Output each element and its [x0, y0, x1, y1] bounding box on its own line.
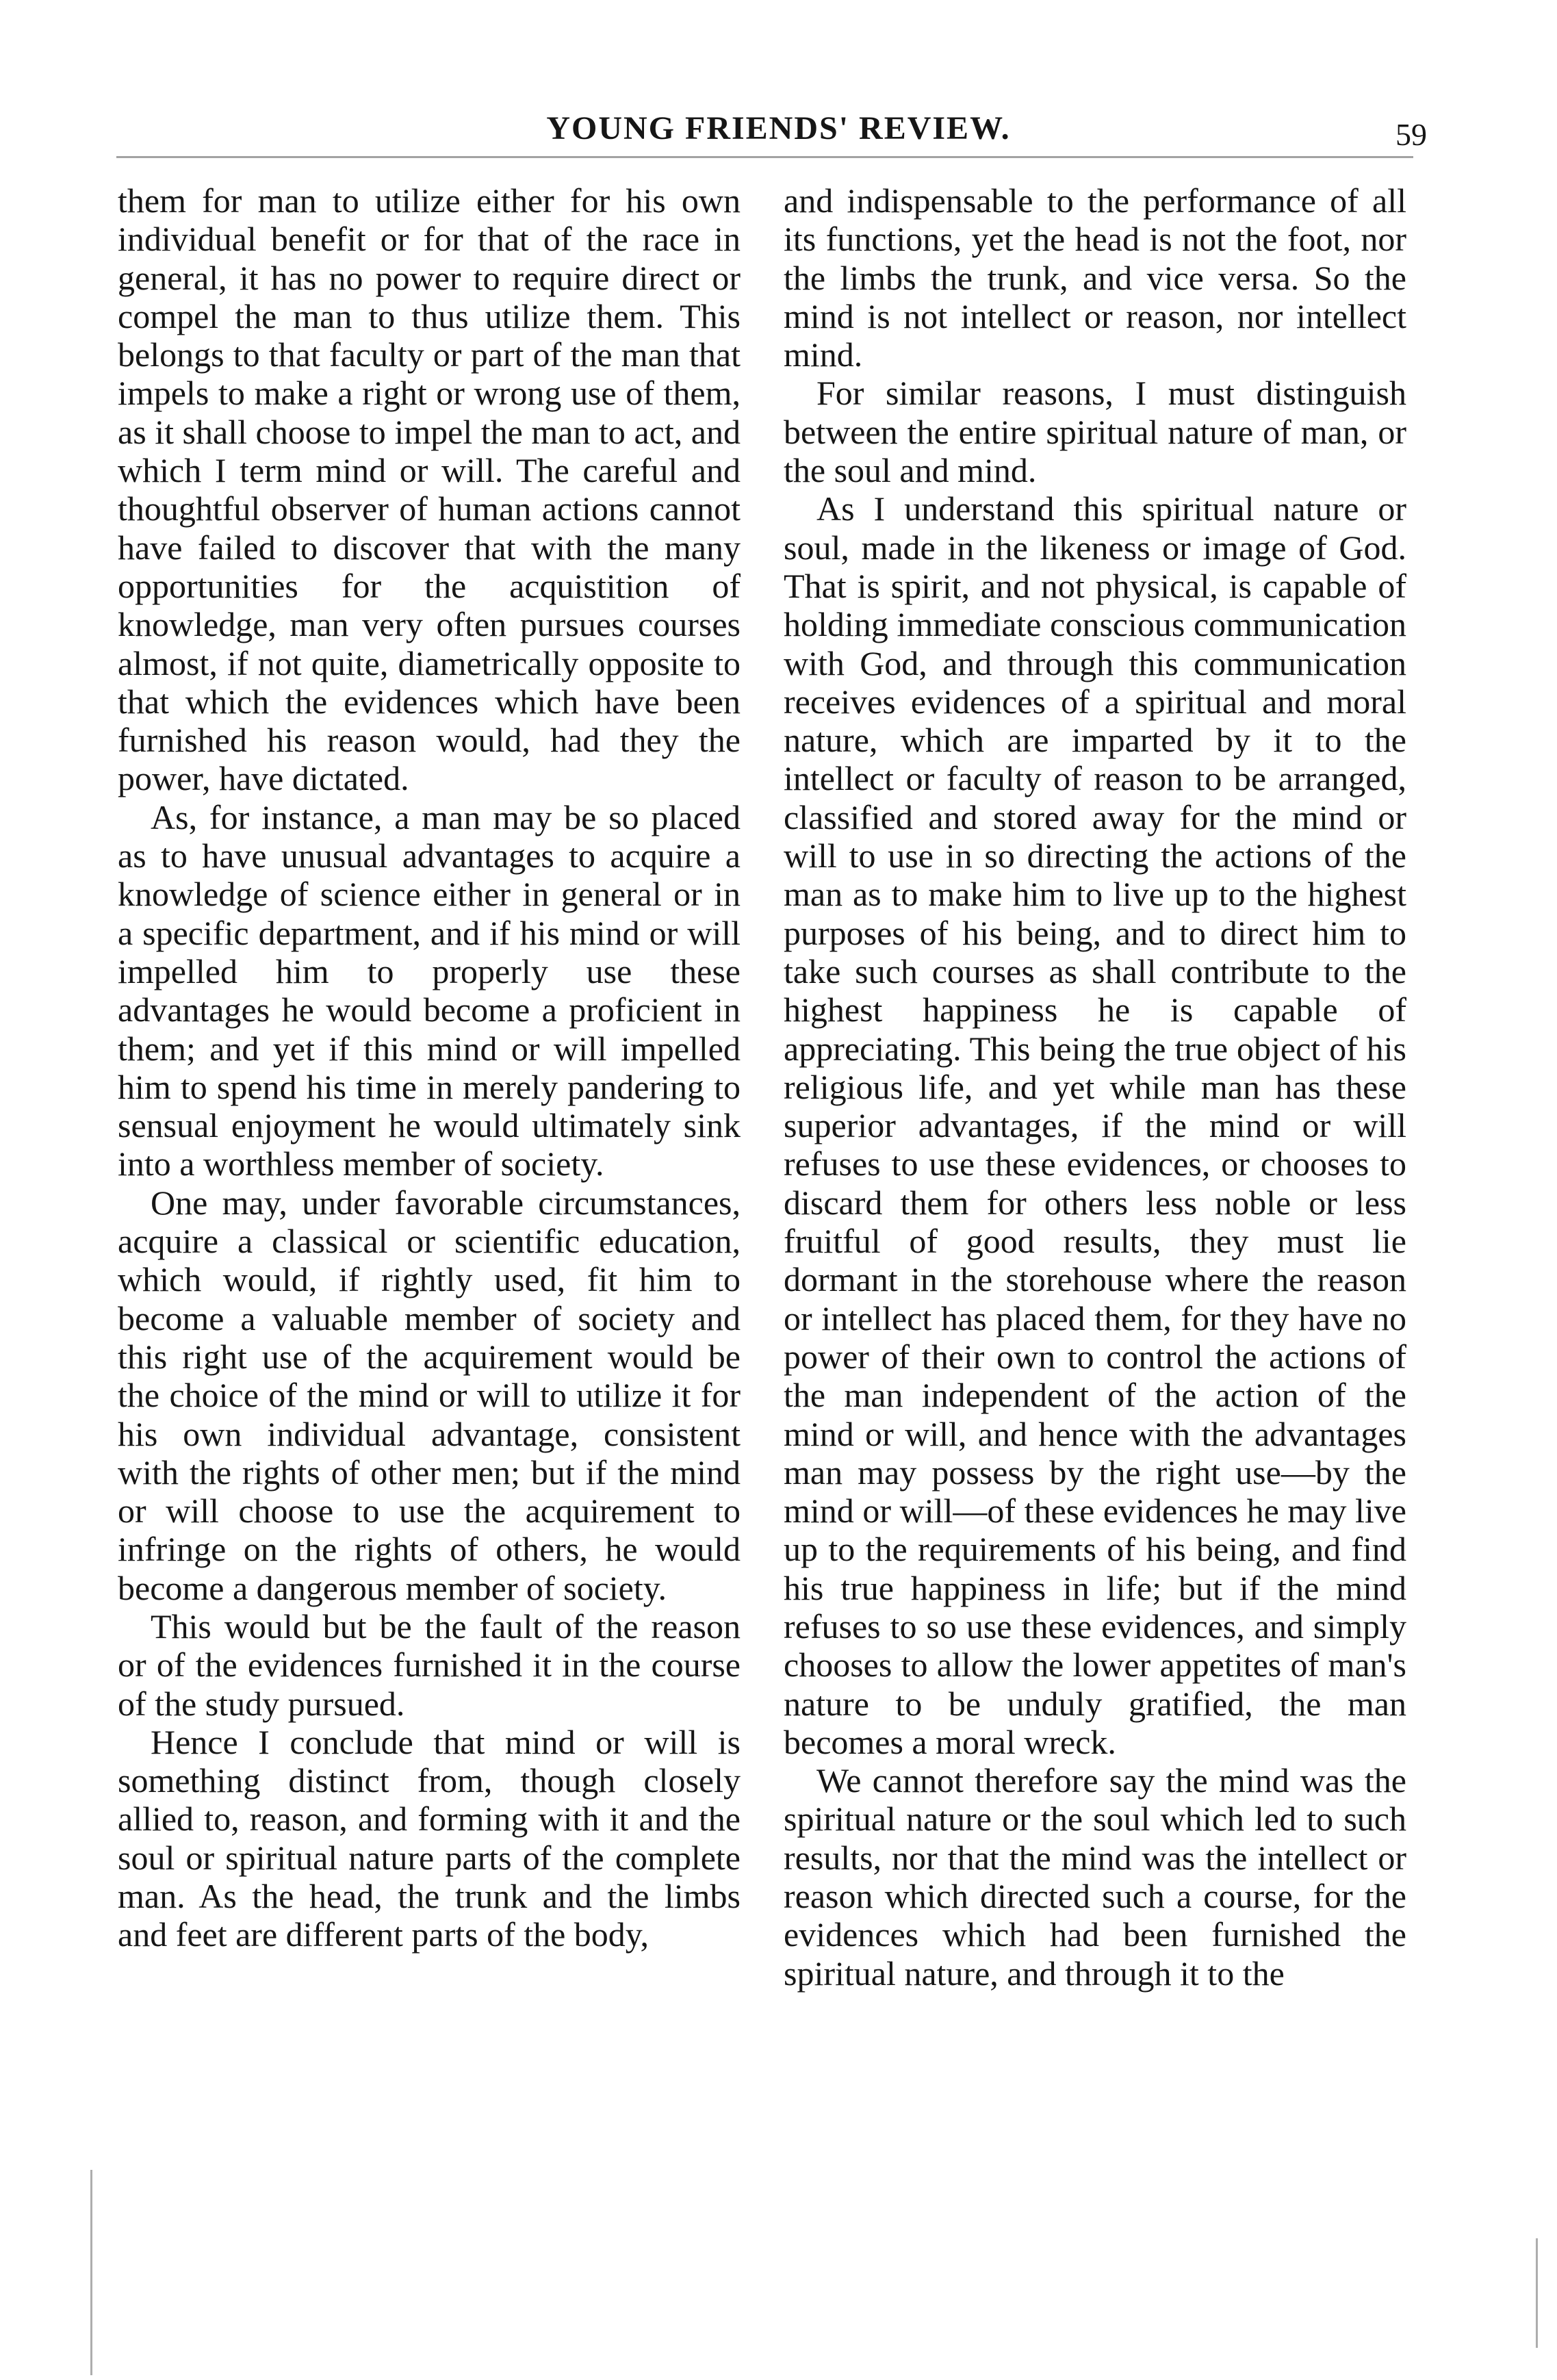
- paragraph: them for man to utilize either for his own individual benefit or for that of the race in general, it has no power to require direct or compel the man to thus utilize them. This belongs to that faculty or part of the man that impels to make a right or wrong use of them, as it shall choose to impel the man to act, and which I term mind or will. The careful and thoughtful observer of human actions cannot have failed to discover that with the many opportunities for the acquistition of knowledge, man very often pursues courses almost, if not quite, diametrically opposite to that which the evidences which have been furnished his reason would, had they the power, have dictated.: [118, 181, 741, 798]
- paragraph: and indispensable to the performance of all its functions, yet the head is not the foot, nor the limbs the trunk, and vice versa. So the mind is not intellect or reason, nor intellect mind.: [784, 181, 1406, 374]
- running-head: [0, 96, 1557, 157]
- right-column: [784, 181, 1406, 1993]
- left-column: [118, 181, 741, 1954]
- paragraph: We cannot therefore say the mind was the spiritual nature or the soul which led to such results, nor that the mind was the intellect or reason which directed such a course, for the evidences which had been furnished the spiritual nature, and through it to the: [784, 1761, 1406, 1993]
- paragraph: As, for instance, a man may be so placed as to have unusual advantages to acquire a knowledge of science either in general or in a specific department, and if his mind or will impelled him to properly use these advantages he would become a proficient in them; and yet if this mind or will impelled him to spend his time in merely pandering to sensual enjoyment he would ultimately sink into a worthless member of society.: [118, 797, 741, 1183]
- paragraph: Hence I conclude that mind or will is something distinct from, though closely allied to, reason, and forming with it and the soul or spiritual nature parts of the complete man. As the head, the trunk and the limbs and feet are different parts of the body,: [118, 1722, 741, 1954]
- page-number: 59: [1395, 117, 1427, 152]
- paragraph: As I understand this spiritual nature or soul, made in the likeness or image of God. That is spirit, and not physical, is capable of holding immediate conscious communication with God, and through this communication receives evidences of a spiritual and moral nature, which are imparted by it to the intellect or faculty of reason to be arranged, classified and stored away for the mind or will to use in so directing the actions of the man as to make him to live up to the highest purposes of his being, and to direct him to take such courses as shall contribute to the highest happiness he is capable of appreciating. This being the true object of his religious life, and yet while man has these superior advantages, if the mind or will refuses to use these evidences, or chooses to discard them for others less noble or less fruitful of good results, they must lie dormant in the storehouse where the reason or intellect has placed them, for they have no power of their own to control the actions of the man independent of the action of the mind or will, and hence with the advantages man may possess by the right use—by the mind or will—of these evidences he may live up to the requirements of his being, and find his true happiness in life; but if the mind refuses to so use these evidences, and simply chooses to allow the lower appetites of man's nature to be unduly gratified, the man becomes a moral wreck.: [784, 489, 1406, 1761]
- paragraph: One may, under favorable circumstances, acquire a classical or scientific education, which would, if rightly used, fit him to become a valuable member of society and this right use of the acquirement would be the choice of the mind or will to utilize it for his own individual advantage, consistent with the rights of other men; but if the mind or will choose to use the acquirement to infringe on the rights of others, he would become a dangerous member of society.: [118, 1183, 741, 1607]
- scan-edge-mark: [90, 2170, 92, 2375]
- paragraph: This would but be the fault of the reason or of the evidences furnished it in the course of the study pursued.: [118, 1607, 741, 1723]
- running-title: YOUNG FRIENDS' REVIEW.: [546, 110, 1011, 146]
- paragraph: For similar reasons, I must distinguish between the entire spiritual nature of man, or the soul and mind.: [784, 374, 1406, 490]
- header-rule: [116, 156, 1413, 158]
- scan-edge-mark: [1536, 2238, 1538, 2348]
